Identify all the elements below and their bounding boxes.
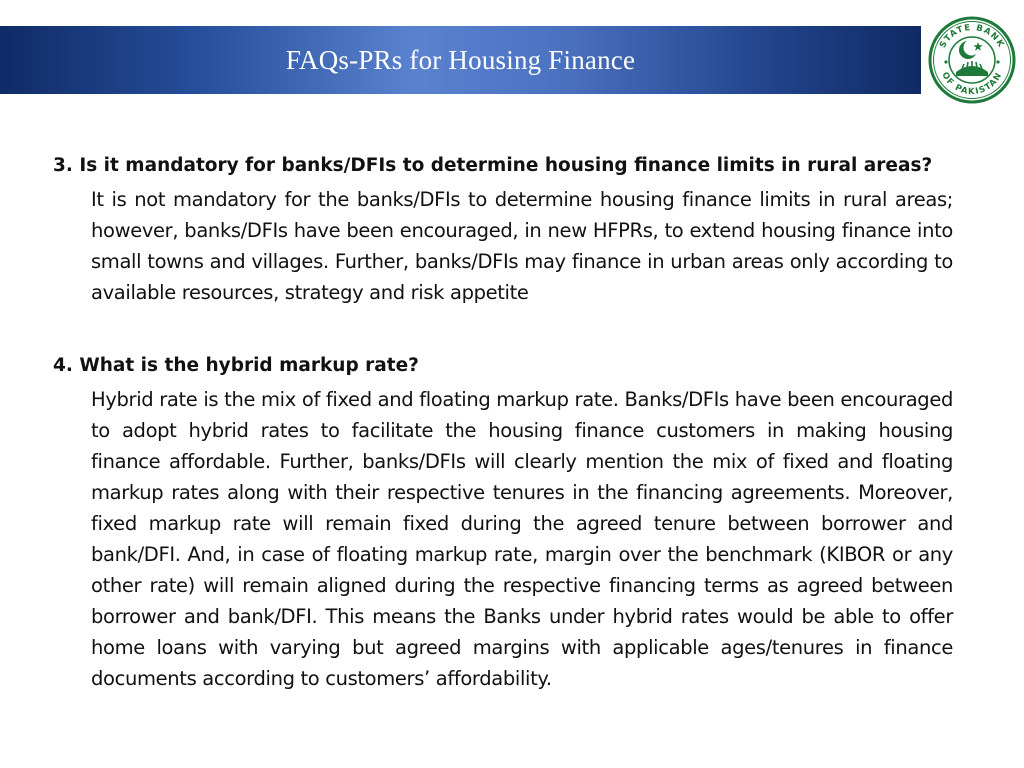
- faq-answer-4: Hybrid rate is the mix of fixed and floating markup rate. Banks/DFIs have been encouraged to adopt hybrid rates to facilitate the housing finance customers in making housing finance affordable. Further, banks/DFIs will clearly mention the mix of fixed and floating markup rates along with their respective tenures in the financing agreements. Moreover, fixed markup rate will remain fixed during the agreed tenure between borrower and bank/DFI. And, in case of floating markup rate, margin over the benchmark (KIBOR or any other rate) will remain aligned during the respective financing terms as agreed between borrower and bank/DFI. This means the Banks under hybrid rates would be able to offer home loans with varying but agreed margins with applicable ages/tenures in finance documents according to customers’ affordability.: [91, 388, 953, 690]
- header-bar: [0, 26, 921, 94]
- svg-text:STATE BANK: STATE BANK: [937, 22, 1007, 50]
- faq-answer-3: It is not mandatory for the banks/DFIs to determine housing finance limits in rural areas; however, banks/DFIs have been encouraged, in new HFPRs, to extend housing finance into small towns and villages. Further, banks/DFIs may finance in urban areas only according to available resources, strategy and risk appetite: [91, 188, 953, 304]
- faq-question-4: 4. What is the hybrid markup rate?: [53, 355, 419, 376]
- svg-text:OF PAKISTAN: OF PAKISTAN: [939, 70, 1005, 98]
- page-title: FAQs-PRs for Housing Finance: [285, 44, 636, 75]
- state-bank-logo-icon: [928, 16, 1016, 104]
- faq-content: [53, 152, 953, 694]
- faq-question-3: 3. Is it mandatory for banks/DFIs to determine housing finance limits in rural areas?: [53, 155, 933, 176]
